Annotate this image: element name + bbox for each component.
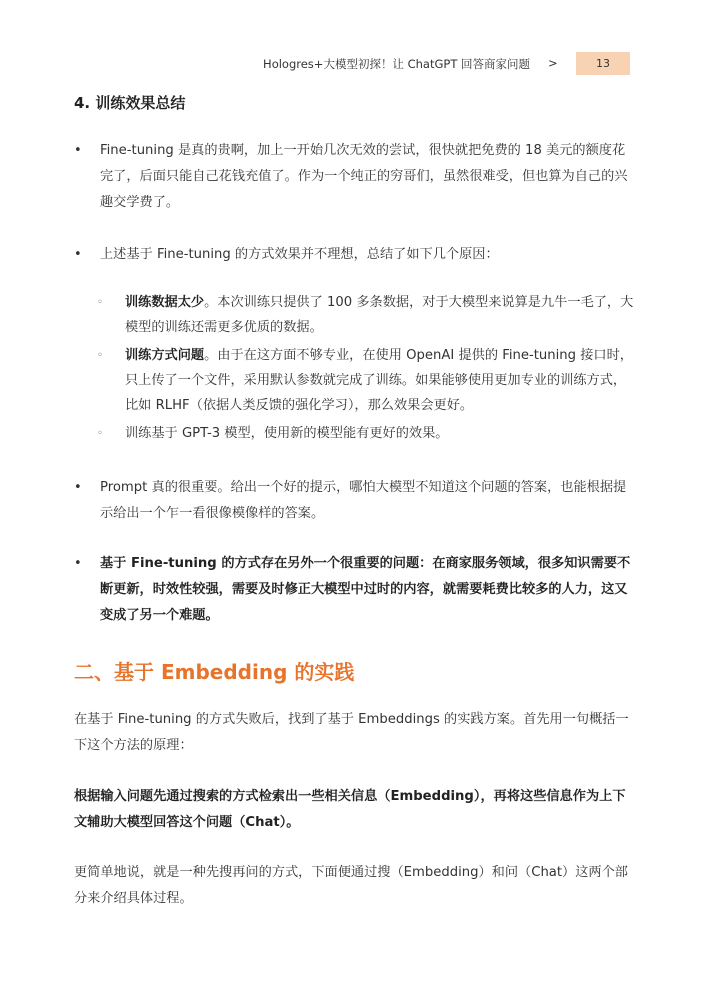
reason-body: 。本次训练只提供了 100 多条数据，对于大模型来说算是九牛一毛了，大模型的训练还需更多优质的数据。 [125, 295, 634, 335]
sub-list-item-text [125, 343, 634, 418]
list-item [74, 242, 634, 268]
list-item-text: Fine-tuning 是真的贵啊，加上一开始几次无效的尝试，很快就把免费的 18 美元的额度花完了，后面只能自己花钱充值了。作为一个纯正的穷哥们，虽然很难受，但也算为自己的兴趣交学费了。 [100, 143, 628, 210]
sub-list-item [97, 421, 634, 446]
reason-title: 训练数据太少 [125, 295, 205, 310]
list-item-text: 上述基于 Fine-tuning 的方式效果并不理想，总结了如下几个原因： [100, 247, 499, 262]
chevron-right-icon: > [548, 56, 558, 70]
bullet-icon: • [74, 480, 82, 495]
sub-list-item-text: 训练基于 GPT-3 模型，使用新的模型能有更好的效果。 [125, 426, 449, 441]
sub-bullet-icon: ◦ [97, 350, 103, 361]
list-item [74, 138, 634, 216]
sub-list-item [97, 343, 634, 418]
sub-bullet-icon: ◦ [97, 428, 103, 439]
page-number-badge [576, 52, 630, 75]
document-title: Hologres+大模型初探！让 ChatGPT 回答商家问题 [263, 57, 530, 71]
list-item-text: Prompt 真的很重要。给出一个好的提示，哪怕大模型不知道这个问题的答案，也能根据提示给出一个乍一看很像模像样的答案。 [100, 480, 627, 521]
bullet-icon: • [74, 143, 82, 158]
list-item [74, 551, 634, 629]
principle-paragraph: 根据输入问题先通过搜索的方式检索出一些相关信息（Embedding），再将这些信息作为上下文辅助大模型回答这个问题（Chat）。 [74, 789, 626, 830]
list-item-text: 基于 Fine-tuning 的方式存在另外一个很重要的问题：在商家服务领域，很多知识需要不断更新，时效性较强，需要及时修正大模型中过时的内容，就需要耗费比较多的人力，这又变成了另一个难题。 [100, 556, 631, 623]
chapter-heading: 二、基于 Embedding 的实践 [74, 660, 355, 684]
bullet-icon: • [74, 247, 82, 262]
list-item [74, 475, 634, 527]
sub-list-item-text [125, 290, 634, 340]
sub-list-item [97, 290, 634, 340]
section-heading: 4. 训练效果总结 [74, 94, 186, 112]
reason-body: 。由于在这方面不够专业，在使用 OpenAI 提供的 Fine-tuning 接口时，只上传了一个文件，采用默认参数就完成了训练。如果能够使用更加专业的训练方式，比如 RLHF（依据人类反馈的强化学习），那么效果会更好。 [125, 348, 633, 413]
sub-bullet-icon: ◦ [97, 297, 103, 308]
intro-paragraph: 在基于 Fine-tuning 的方式失败后，找到了基于 Embeddings 的实践方案。首先用一句概括一下这个方法的原理： [74, 712, 629, 753]
bullet-icon: • [74, 556, 82, 571]
reason-title: 训练方式问题 [125, 348, 205, 363]
summary-paragraph: 更简单地说，就是一种先搜再问的方式，下面便通过搜（Embedding）和问（Chat）这两个部分来介绍具体过程。 [74, 865, 628, 906]
page-number: 13 [596, 57, 610, 70]
